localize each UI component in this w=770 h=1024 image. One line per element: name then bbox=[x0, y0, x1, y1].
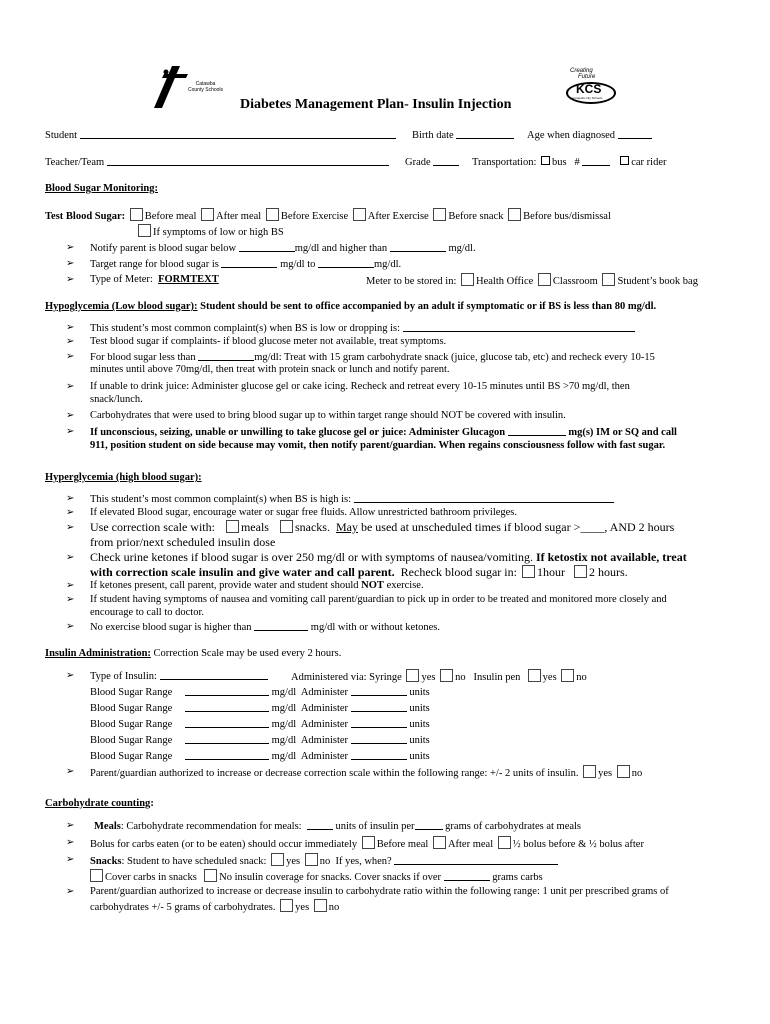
transportation-label: Transportation: bbox=[472, 157, 537, 168]
no-coverage-label-2: grams carbs bbox=[492, 872, 543, 883]
scale-units-input[interactable] bbox=[351, 701, 407, 712]
no-exercise-row bbox=[90, 620, 440, 634]
hypo-treat-text-2: mg/dl: Treat with 15 gram carbohydrate snack (juice, glucose tab, etc) and recheck every 10-15 bbox=[254, 352, 655, 363]
before-meal-label: Before meal bbox=[144, 211, 197, 222]
target-high-input[interactable] bbox=[318, 257, 374, 268]
age-diagnosed-input[interactable] bbox=[618, 128, 652, 139]
before-exercise-label: Before Exercise bbox=[280, 211, 349, 222]
bullet-arrow-icon: ➢ bbox=[66, 507, 75, 518]
meal-units-input[interactable] bbox=[307, 819, 333, 830]
hyper-complaint-text: This student’s most common complaint(s) when BS is high is: bbox=[90, 494, 352, 505]
notify-parent-text-2: mg/dl and higher than bbox=[294, 243, 388, 254]
hypo-glucagon-row bbox=[90, 425, 677, 439]
after-meal-label: After meal bbox=[216, 211, 262, 222]
age-diagnosed-label: Age when diagnosed bbox=[527, 130, 616, 141]
nausea-text-2: encourage to call to doctor. bbox=[90, 607, 204, 618]
district-logo bbox=[150, 64, 224, 110]
teacher-row bbox=[45, 155, 389, 169]
scale-row bbox=[90, 701, 430, 715]
notify-high-input[interactable] bbox=[390, 241, 446, 252]
hypo-treat-text-3: minutes until above 70mg/dl, then treat with protein snack or lunch and notify parent. bbox=[90, 364, 450, 375]
syringe-yes-checkbox[interactable] bbox=[406, 669, 419, 682]
scale-range-input[interactable] bbox=[185, 733, 269, 744]
correction-auth-row bbox=[90, 765, 642, 780]
bolus-after-label: After meal bbox=[447, 839, 494, 850]
bullet-arrow-icon: ➢ bbox=[66, 336, 75, 347]
book-bag-label: Student’s book bag bbox=[617, 276, 698, 287]
insulin-type-input[interactable] bbox=[160, 669, 268, 680]
bullet-arrow-icon: ➢ bbox=[66, 594, 75, 605]
bus-label: bus bbox=[552, 157, 567, 168]
scale-unit-label: mg/dl bbox=[271, 687, 297, 698]
age-diagnosed-row bbox=[527, 128, 652, 142]
car-rider-label: car rider bbox=[631, 157, 667, 168]
hyper-complaint-input[interactable] bbox=[354, 492, 614, 503]
snack-yes-checkbox[interactable] bbox=[271, 853, 284, 866]
recheck-2hours-label: 2 hours. bbox=[588, 565, 628, 579]
bullet-arrow-icon: ➢ bbox=[66, 854, 75, 865]
bolus-text: Bolus for carbs eaten (or to be eaten) should occur immediately bbox=[90, 839, 358, 850]
book-bag-checkbox[interactable] bbox=[602, 273, 615, 286]
test-blood-sugar-label: Test Blood Sugar: bbox=[45, 211, 126, 222]
bullet-arrow-icon: ➢ bbox=[66, 820, 75, 831]
grade-row bbox=[405, 155, 459, 169]
target-range-text: Target range for blood sugar is bbox=[90, 259, 219, 270]
hypo-test-text: Test blood sugar if complaints- if blood glucose meter not available, treat symptoms. bbox=[90, 336, 447, 347]
symptoms-row bbox=[136, 224, 284, 239]
kcs-logo-future: Future bbox=[578, 74, 596, 80]
meter-type-input[interactable]: FORMTEXT bbox=[158, 274, 219, 285]
carb-heading-row bbox=[45, 797, 154, 810]
scale-range-input[interactable] bbox=[185, 685, 269, 696]
scale-admin-label: Administer bbox=[300, 735, 349, 746]
bolus-split-checkbox[interactable] bbox=[498, 836, 511, 849]
scale-admin-label: Administer bbox=[300, 703, 349, 714]
insulin-pen-label: Insulin pen bbox=[473, 672, 521, 683]
kcs-logo bbox=[562, 68, 616, 108]
cover-carbs-checkbox[interactable] bbox=[90, 869, 103, 882]
correction-scale-text: Use correction scale with: bbox=[90, 520, 215, 534]
bullet-arrow-icon: ➢ bbox=[66, 274, 75, 285]
carb-meals-text-2: units of insulin per bbox=[335, 821, 415, 832]
after-exercise-label: After Exercise bbox=[367, 211, 429, 222]
snacks-checkbox[interactable] bbox=[280, 520, 293, 533]
hypo-heading-note: Student should be sent to office accompanied by an adult if symptomatic or if BS is less than 80 mg/dl. bbox=[200, 301, 657, 312]
after-exercise-checkbox[interactable] bbox=[353, 208, 366, 221]
meals-label: meals bbox=[240, 520, 269, 534]
teacher-label: Teacher/Team bbox=[45, 157, 105, 168]
target-low-input[interactable] bbox=[221, 257, 277, 268]
scale-range-label: Blood Sugar Range bbox=[90, 719, 173, 730]
bullet-arrow-icon: ➢ bbox=[66, 493, 75, 504]
correction-auth-yes-checkbox[interactable] bbox=[583, 765, 596, 778]
hypo-gel-text-2: snack/lunch. bbox=[90, 394, 143, 405]
student-input[interactable] bbox=[80, 128, 396, 139]
scale-row bbox=[90, 685, 430, 699]
administered-via-row bbox=[291, 669, 587, 684]
scale-units-label: units bbox=[409, 735, 430, 746]
bullet-arrow-icon: ➢ bbox=[66, 351, 75, 362]
hypo-treat-text: For blood sugar less than bbox=[90, 352, 196, 363]
target-range-text-3: mg/dl. bbox=[374, 259, 402, 270]
notify-low-input[interactable] bbox=[239, 241, 295, 252]
before-bus-checkbox[interactable] bbox=[508, 208, 521, 221]
pen-no-label: no bbox=[576, 672, 587, 683]
hypo-complaint-text: This student’s most common complaint(s) when BS is low or dropping is: bbox=[90, 323, 401, 334]
before-exercise-checkbox[interactable] bbox=[266, 208, 279, 221]
insulin-type-row bbox=[90, 669, 268, 683]
ketones-row bbox=[90, 550, 687, 564]
bullet-arrow-icon: ➢ bbox=[66, 886, 75, 897]
target-range-row bbox=[90, 257, 401, 271]
carb-heading: Carbohydrate counting bbox=[45, 798, 151, 809]
kcs-logo-sub: Kannapolis City Schools bbox=[570, 96, 603, 100]
bullet-arrow-icon: ➢ bbox=[66, 426, 75, 437]
bullet-arrow-icon: ➢ bbox=[66, 552, 75, 563]
recheck-1hour-checkbox[interactable] bbox=[522, 565, 535, 578]
syringe-yes-label: yes bbox=[421, 672, 436, 683]
insulin-heading-row bbox=[45, 647, 341, 660]
hypo-glucagon-text-3: 911, position student on side because may vomit, then notify parent/guardian. When regains consciousness follow with fast sugar. bbox=[90, 440, 666, 451]
bus-checkbox[interactable] bbox=[541, 156, 550, 165]
hyper-fluids-text: If elevated Blood sugar, encourage water or sugar free fluids. Allow unrestricted bathroom privileges. bbox=[90, 507, 518, 518]
bolus-split-label: ½ bolus before & ½ bolus after bbox=[512, 839, 644, 850]
pen-no-checkbox[interactable] bbox=[561, 669, 574, 682]
syringe-no-checkbox[interactable] bbox=[440, 669, 453, 682]
snack-yes-label: yes bbox=[286, 856, 301, 867]
scale-units-input[interactable] bbox=[351, 717, 407, 728]
bullet-arrow-icon: ➢ bbox=[66, 381, 75, 392]
snack-no-checkbox[interactable] bbox=[305, 853, 318, 866]
scale-admin-label: Administer bbox=[300, 687, 349, 698]
cover-carbs-label: Cover carbs in snacks bbox=[105, 872, 197, 883]
district-logo-line2: County Schools bbox=[188, 87, 224, 93]
scale-units-label: units bbox=[409, 751, 430, 762]
bullet-arrow-icon: ➢ bbox=[66, 410, 75, 421]
snack-coverage-row bbox=[90, 869, 543, 884]
health-office-label: Health Office bbox=[476, 276, 534, 287]
bus-number-input[interactable] bbox=[582, 155, 610, 166]
ketones-text: Check urine ketones if blood sugar is over 250 mg/dl or with symptoms of nausea/vomiting. bbox=[90, 550, 533, 564]
grade-input[interactable] bbox=[433, 155, 459, 166]
no-exercise-text-2: mg/dl with or without ketones. bbox=[310, 622, 440, 633]
ketones-present-text: If ketones present, call parent, provide water and student should bbox=[90, 580, 359, 591]
symptoms-checkbox[interactable] bbox=[138, 224, 151, 237]
district-logo-line1: Catawba bbox=[195, 81, 216, 87]
before-snack-checkbox[interactable] bbox=[433, 208, 446, 221]
ketones-text-bold: If ketostix not available, treat bbox=[535, 550, 687, 564]
carb-meals-text-3: grams of carbohydrates at meals bbox=[445, 821, 582, 832]
ketones-present-row bbox=[90, 579, 424, 592]
correction-auth-no-label: no bbox=[631, 768, 643, 779]
correction-auth-yes-label: yes bbox=[598, 768, 613, 779]
scale-admin-label: Administer bbox=[300, 719, 349, 730]
bullet-arrow-icon: ➢ bbox=[66, 766, 75, 777]
before-snack-label: Before snack bbox=[448, 211, 504, 222]
scale-unit-label: mg/dl bbox=[271, 719, 297, 730]
bolus-row bbox=[90, 836, 644, 851]
scale-units-input[interactable] bbox=[351, 685, 407, 696]
carb-meals-row bbox=[94, 819, 581, 833]
before-meal-checkbox[interactable] bbox=[130, 208, 143, 221]
scale-range-label: Blood Sugar Range bbox=[90, 703, 173, 714]
nausea-text: If student having symptoms of nausea and vomiting call parent/guardian to pick up in order to be treated and monitored more closely and bbox=[90, 594, 667, 605]
ratio-auth-yes-label: yes bbox=[295, 902, 310, 913]
snack-when-label: If yes, when? bbox=[335, 856, 392, 867]
teacher-input[interactable] bbox=[107, 155, 389, 166]
student-label: Student bbox=[45, 130, 78, 141]
notify-parent-text-3: mg/dl. bbox=[448, 243, 476, 254]
hypo-glucagon-text-2: mg(s) IM or SQ and call bbox=[568, 427, 677, 438]
no-exercise-input[interactable] bbox=[254, 620, 308, 631]
scale-range-input[interactable] bbox=[185, 701, 269, 712]
no-coverage-checkbox[interactable] bbox=[204, 869, 217, 882]
carb-heading-colon: : bbox=[150, 798, 154, 809]
hypo-glucagon-text: If unconscious, seizing, unable or unwilling to take glucose gel or juice: Administer Glucagon bbox=[90, 427, 506, 438]
scale-row bbox=[90, 749, 430, 763]
meter-type-row bbox=[90, 273, 316, 286]
meal-grams-input[interactable] bbox=[415, 819, 443, 830]
scale-range-label: Blood Sugar Range bbox=[90, 687, 173, 698]
insulin-heading-note: Correction Scale may be used every 2 hours. bbox=[153, 648, 342, 659]
insulin-type-label: Type of Insulin: bbox=[90, 671, 157, 682]
correction-scale-row bbox=[90, 520, 674, 534]
bullet-arrow-icon: ➢ bbox=[66, 258, 75, 269]
student-field-row bbox=[45, 128, 396, 142]
target-range-text-2: mg/dl to bbox=[280, 259, 316, 270]
correction-scale-text-3: from prior/next scheduled insulin dose bbox=[90, 535, 276, 549]
hypo-gel-text: If unable to drink juice: Administer glucose gel or cake icing. Recheck and retreat every 10-15 minutes until BS >70 mg/dl, then bbox=[90, 381, 630, 392]
before-bus-label: Before bus/dismissal bbox=[523, 211, 611, 222]
birth-date-row bbox=[412, 128, 514, 142]
grade-label: Grade bbox=[405, 157, 431, 168]
syringe-no-label: no bbox=[455, 672, 466, 683]
scale-range-input[interactable] bbox=[185, 717, 269, 728]
pen-yes-label: yes bbox=[542, 672, 557, 683]
meter-storage-label: Meter to be stored in: bbox=[366, 276, 457, 287]
snacks-text: : Student to have scheduled snack: bbox=[121, 856, 267, 867]
hypo-heading: Hypoglycemia (Low blood sugar): bbox=[45, 301, 198, 312]
scale-units-label: units bbox=[409, 687, 430, 698]
ratio-auth-yes-checkbox[interactable] bbox=[280, 899, 293, 912]
scale-range-label: Blood Sugar Range bbox=[90, 751, 173, 762]
after-meal-checkbox[interactable] bbox=[201, 208, 214, 221]
ratio-auth-row bbox=[90, 899, 339, 914]
kcs-logo-brand: KCS bbox=[576, 82, 602, 96]
pen-yes-checkbox[interactable] bbox=[528, 669, 541, 682]
birth-date-label: Birth date bbox=[412, 130, 454, 141]
birth-date-input[interactable] bbox=[456, 128, 514, 139]
no-exercise-text: No exercise blood sugar is higher than bbox=[90, 622, 252, 633]
kcs-logo-creating: Creating bbox=[570, 68, 593, 74]
hyper-complaint-row bbox=[90, 492, 614, 506]
scale-units-label: units bbox=[409, 719, 430, 730]
classroom-checkbox[interactable] bbox=[538, 273, 551, 286]
ketones-exercise-text: exercise. bbox=[386, 580, 424, 591]
correction-auth-no-checkbox[interactable] bbox=[617, 765, 630, 778]
scale-unit-label: mg/dl bbox=[271, 751, 297, 762]
hypo-complaint-input[interactable] bbox=[403, 321, 635, 332]
glucagon-dose-input[interactable] bbox=[508, 425, 566, 436]
hypo-threshold-input[interactable] bbox=[198, 350, 254, 361]
insulin-heading: Insulin Administration: bbox=[45, 648, 151, 659]
bullet-arrow-icon: ➢ bbox=[66, 580, 75, 591]
bullet-arrow-icon: ➢ bbox=[66, 837, 75, 848]
recheck-2hours-checkbox[interactable] bbox=[574, 565, 587, 578]
ratio-auth-text-2: carbohydrates +/- 5 grams of carbohydrates. bbox=[90, 902, 276, 913]
hypo-treat-row bbox=[90, 350, 655, 364]
scale-unit-label: mg/dl bbox=[271, 703, 297, 714]
test-blood-sugar-row bbox=[45, 208, 611, 223]
meter-storage-row bbox=[366, 273, 698, 288]
health-office-checkbox[interactable] bbox=[461, 273, 474, 286]
bsm-heading: Blood Sugar Monitoring: bbox=[45, 183, 158, 194]
carb-meals-text: : Carbohydrate recommendation for meals: bbox=[120, 821, 302, 832]
carb-meals-label: Meals bbox=[94, 821, 121, 832]
bullet-arrow-icon: ➢ bbox=[66, 621, 75, 632]
scale-unit-label: mg/dl bbox=[271, 735, 297, 746]
administered-via-label: Administered via: Syringe bbox=[291, 672, 402, 683]
scale-range-input[interactable] bbox=[185, 749, 269, 760]
hypo-complaint-row bbox=[90, 321, 635, 335]
symptoms-label: If symptoms of low or high BS bbox=[153, 227, 284, 238]
bullet-arrow-icon: ➢ bbox=[66, 242, 75, 253]
car-rider-checkbox[interactable] bbox=[620, 156, 629, 165]
hypo-carb-text: Carbohydrates that were used to bring blood sugar up to within target range should NOT be covered with insulin. bbox=[90, 410, 566, 421]
bolus-after-checkbox[interactable] bbox=[433, 836, 446, 849]
hypo-heading-row bbox=[45, 300, 656, 313]
correction-auth-text: Parent/guardian authorized to increase or decrease correction scale within the following range: +/- 2 units of insulin. bbox=[90, 768, 579, 779]
snacks-label: snacks. bbox=[294, 520, 330, 534]
scale-units-label: units bbox=[409, 703, 430, 714]
ratio-auth-no-checkbox[interactable] bbox=[314, 899, 327, 912]
ketones-row-2 bbox=[90, 565, 628, 579]
page-title: Diabetes Management Plan- Insulin Injection bbox=[240, 97, 512, 112]
bullet-arrow-icon: ➢ bbox=[66, 322, 75, 333]
transportation-row bbox=[472, 155, 666, 169]
ratio-auth-text: Parent/guardian authorized to increase or decrease insulin to carbohydrate ratio within the following range: 1 unit per prescribed grams of bbox=[90, 886, 669, 897]
no-coverage-label: No insulin coverage for snacks. Cover snacks if over bbox=[219, 872, 442, 883]
scale-units-input[interactable] bbox=[351, 749, 407, 760]
recheck-text: Recheck blood sugar in: bbox=[400, 565, 517, 579]
snack-when-input[interactable] bbox=[394, 854, 558, 865]
recheck-1hour-label: 1hour bbox=[536, 565, 565, 579]
snacks-label: Snacks bbox=[90, 856, 122, 867]
meals-checkbox[interactable] bbox=[226, 520, 239, 533]
ketones-text-bold-2: with correction scale insulin and give water and call parent. bbox=[90, 565, 395, 579]
bullet-arrow-icon: ➢ bbox=[66, 670, 75, 681]
bolus-before-label: Before meal bbox=[376, 839, 429, 850]
scale-row bbox=[90, 717, 430, 731]
classroom-label: Classroom bbox=[552, 276, 598, 287]
correction-scale-text-2: be used at unscheduled times if blood sugar >____, AND 2 hours bbox=[360, 520, 675, 534]
may-text: May bbox=[335, 520, 358, 534]
scale-row bbox=[90, 733, 430, 747]
no-coverage-grams-input[interactable] bbox=[444, 870, 490, 881]
meter-type-label: Type of Meter: bbox=[90, 274, 153, 285]
scale-units-input[interactable] bbox=[351, 733, 407, 744]
hyper-heading: Hyperglycemia (high blood sugar): bbox=[45, 472, 202, 483]
bolus-before-checkbox[interactable] bbox=[362, 836, 375, 849]
scale-range-label: Blood Sugar Range bbox=[90, 735, 173, 746]
notify-parent-text: Notify parent is blood sugar below bbox=[90, 243, 237, 254]
ketones-not-text: NOT bbox=[361, 580, 384, 591]
bullet-arrow-icon: ➢ bbox=[66, 522, 75, 533]
snack-no-label: no bbox=[319, 856, 331, 867]
bus-number-label: # bbox=[574, 157, 580, 168]
snacks-row bbox=[90, 853, 558, 868]
notify-parent-row bbox=[90, 241, 476, 255]
district-logo-mark bbox=[150, 64, 190, 110]
scale-admin-label: Administer bbox=[300, 751, 349, 762]
ratio-auth-no-label: no bbox=[328, 902, 340, 913]
